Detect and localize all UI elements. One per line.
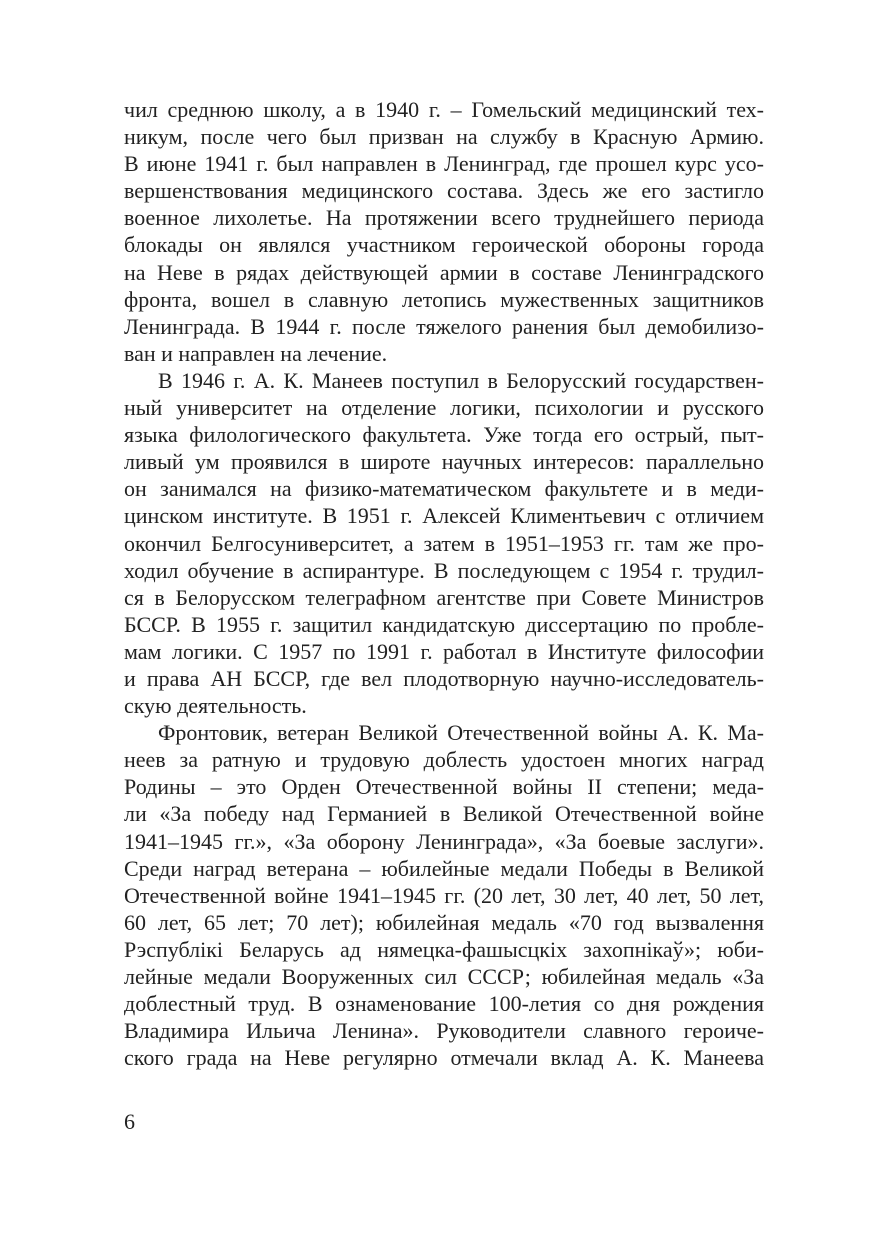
text-line: мам логики. С 1957 по 1991 г. работал в Институте философии xyxy=(124,638,764,664)
text-line: 1941–1945 гг.», «За оборону Ленинграда», «За боевые заслуги». xyxy=(124,828,764,854)
text-line: неев за ратную и трудовую доблесть удостоен многих наград xyxy=(124,747,764,773)
text-line: Среди наград ветерана – юбилейные медали Победы в Великой xyxy=(124,855,764,881)
text-line: ходил обучение в аспирантуре. В последующем с 1954 г. трудил- xyxy=(124,557,764,583)
text-line: Родины – это Орден Отечественной войны II степени; меда- xyxy=(124,774,764,800)
text-line: лейные медали Вооруженных сил СССР; юбилейная медаль «За xyxy=(124,964,764,989)
paragraph xyxy=(124,96,764,367)
text-line: никум, после чего был призван на службу в Красную Армию. xyxy=(124,124,764,150)
text-line: окончил Белгосуниверситет, а затем в 1951–1953 гг. там же про- xyxy=(124,530,764,556)
text-line: Отечественной войне 1941–1945 гг. (20 лет, 30 лет, 40 лет, 50 лет, xyxy=(124,882,764,908)
text-line: В июне 1941 г. был направлен в Ленинград, где прошел курс усо- xyxy=(124,151,764,177)
text-line: военное лихолетье. На протяжении всего труднейшего периода xyxy=(124,205,764,231)
text-line: Фронтовик, ветеран Великой Отечественной войны А. К. Ма- xyxy=(158,720,764,746)
text-line: Владимира Ильича Ленина». Руководители славного героиче- xyxy=(124,1018,764,1044)
text-line: ся в Белорусском телеграфном агентстве при Совете Министров xyxy=(124,584,764,610)
text-line: цинском институте. В 1951 г. Алексей Климентьевич с отличием xyxy=(124,503,764,529)
text-line: блокады он являлся участником героической обороны города xyxy=(124,232,764,258)
text-line: доблестный труд. В ознаменование 100-летия со дня рождения xyxy=(124,991,764,1017)
text-line: БССР. В 1955 г. защитил кандидатскую диссертацию по пробле- xyxy=(124,611,764,637)
text-line: ли «За победу над Германией в Великой Отечественной войне xyxy=(124,801,764,827)
body-text xyxy=(124,96,764,1071)
text-line: вершенствования медицинского состава. Здесь же его застигло xyxy=(124,178,764,204)
text-line: языка филологического факультета. Уже тогда его острый, пыт- xyxy=(124,422,764,448)
page-number: 6 xyxy=(124,1109,135,1134)
text-line: ского града на Неве регулярно отмечали вклад А. К. Манеева xyxy=(124,1045,764,1071)
text-line: фронта, вошел в славную летопись мужественных защитников xyxy=(124,286,764,312)
text-line: ный университет на отделение логики, психологии и русского xyxy=(124,395,764,421)
paragraph xyxy=(124,719,764,1071)
text-line: ливый ум проявился в широте научных интересов: параллельно xyxy=(124,449,764,475)
paragraph xyxy=(124,367,764,719)
text-line: скую деятельность. xyxy=(124,693,307,719)
text-line: В 1946 г. А. К. Манеев поступил в Белорусский государствен- xyxy=(158,367,764,393)
text-line: Рэспублікі Беларусь ад нямецка-фашысцкіх захопнікаў»; юби- xyxy=(124,936,764,962)
text-line: чил среднюю школу, а в 1940 г. – Гомельский медицинский тех- xyxy=(124,97,764,122)
text-line: он занимался на физико-математическом факультете и в меди- xyxy=(124,476,764,502)
text-line: и права АН БССР, где вел плодотворную научно-исследователь- xyxy=(124,665,764,691)
text-line: 60 лет, 65 лет; 70 лет); юбилейная медаль «70 год вызвалення xyxy=(124,909,764,935)
text-line: Ленинграда. В 1944 г. после тяжелого ранения был демобилизо- xyxy=(124,313,764,339)
text-line: на Неве в рядах действующей армии в составе Ленинградского xyxy=(124,259,764,285)
text-line: ван и направлен на лечение. xyxy=(124,340,388,366)
